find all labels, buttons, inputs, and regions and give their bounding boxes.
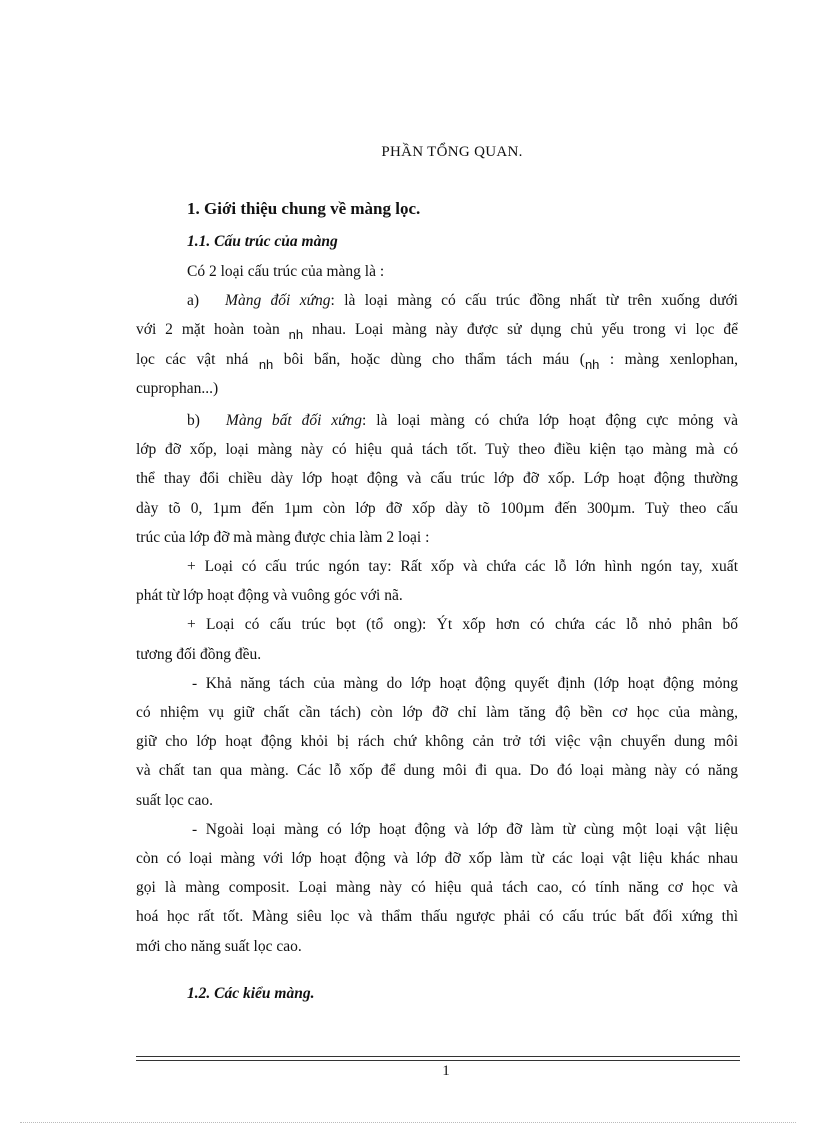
para-3-line-5: suất lọc cao. [136,791,214,809]
text-span: : màng xenlophan, [599,350,739,368]
item-b-label: b) [187,412,200,430]
para-4-line-1: - Ngoài loại màng có lớp hoạt động và lớp đỡ làm từ cùng một loại vật liệu [192,820,738,838]
para-3-line-2: có nhiệm vụ giữ chất cần tách) còn lớp đỡ chỉ làm tăng độ bền cơ học của màng, [136,704,738,722]
page-title: PHẦN TỔNG QUAN. [381,144,523,160]
item-b-line-3: thể thay đổi chiều dày lớp hoạt động và cấu trúc lớp đỡ xốp. Lớp hoạt động thường [136,470,738,488]
section-heading-1: 1. Giới thiệu chung về màng lọc. [187,199,421,218]
para-4-line-5: mới cho năng suất lọc cao. [136,937,302,955]
text-span: nhau. Loại màng này được sử dụng chủ yếu trong vi lọc để [303,321,739,339]
item-a-line-1 [136,286,738,315]
item-a-term: Màng đối xứng [225,292,331,310]
text-span: lọc các vật nhá [136,350,249,368]
item-a-line-4: cuprophan...) [136,379,219,397]
item-a-line-3 [136,345,738,374]
item-a-line-2 [136,315,738,344]
page-number: 1 [442,1063,450,1079]
para-2-line-2: tương đối đồng đều. [136,645,262,663]
item-a-text: : là loại màng có cấu trúc đồng nhất từ trên xuống dưới [330,292,738,310]
item-b-line-5: trúc của lớp đỡ mà màng được chia làm 2 loại : [136,528,430,546]
para-3-line-4: và chất tan qua màng. Các lỗ xốp để dung môi đi qua. Do đó loại màng này có năng [136,762,738,780]
item-b-line-4: dày tõ 0, 1µm đến 1µm còn lớp đỡ xốp dày tõ 100µm đến 300µm. Tuỳ theo cấu [136,499,738,517]
item-b-line-2: lớp đỡ xốp, loại màng này có hiệu quả tách tốt. Tuỳ theo điều kiện tạo màng mà có [136,441,738,459]
subsection-heading-1-1: 1.1. Cấu trúc của màng [187,233,338,250]
subsection-heading-1-2: 1.2. Các kiểu màng. [187,985,315,1002]
text-span: : là loại màng có chứa lớp hoạt động cực mỏng và [362,412,739,430]
para-4-line-4: hoá học rất tốt. Màng siêu lọc và thẩm thấu ngược phải có cấu trúc bất đối xứng thì [136,908,738,926]
para-4-line-3: gọi là màng composit. Loại màng này có hiệu quả tách cao, có tính năng cơ học và [136,879,738,897]
footer-divider [136,1056,740,1057]
para-3-line-3: giữ cho lớp hoạt động khỏi bị rách chứ không cản trở tới việc vận chuyển dung môi [136,733,738,751]
text-span: bôi bẩn, hoặc dùng cho thẩm tách máu ( [273,350,585,368]
text-span: nh [288,327,304,343]
footer-divider-secondary [136,1060,740,1061]
text-span: nh [258,356,274,372]
body-text [136,257,738,961]
item-b-term: Màng bất đối xứng [225,412,363,430]
item-a-label: a) [187,292,200,310]
text-span: với 2 mặt hoàn toàn [136,321,280,339]
para-1-line-1: + Loại có cấu trúc ngón tay: Rất xốp và chứa các lỗ lớn hình ngón tay, xuất [187,558,738,576]
para-3-line-1: - Khả năng tách của màng do lớp hoạt động quyết định (lớp hoạt động mỏng [192,674,738,692]
para-1-line-2: phát từ lớp hoạt động và vuông góc với nã. [136,587,403,605]
intro-line: Có 2 loại cấu trúc của màng là : [187,263,385,280]
text-span: nh [584,356,600,372]
para-2-line-1: + Loại có cấu trúc bọt (tổ ong): Ýt xốp hơn có chứa các lỗ nhỏ phân bố [187,616,738,634]
para-4-line-2: còn có loại màng với lớp hoạt động và lớp đỡ xốp làm từ các loại vật liệu khác nhau [136,850,738,868]
item-b-line-1 [136,406,738,435]
